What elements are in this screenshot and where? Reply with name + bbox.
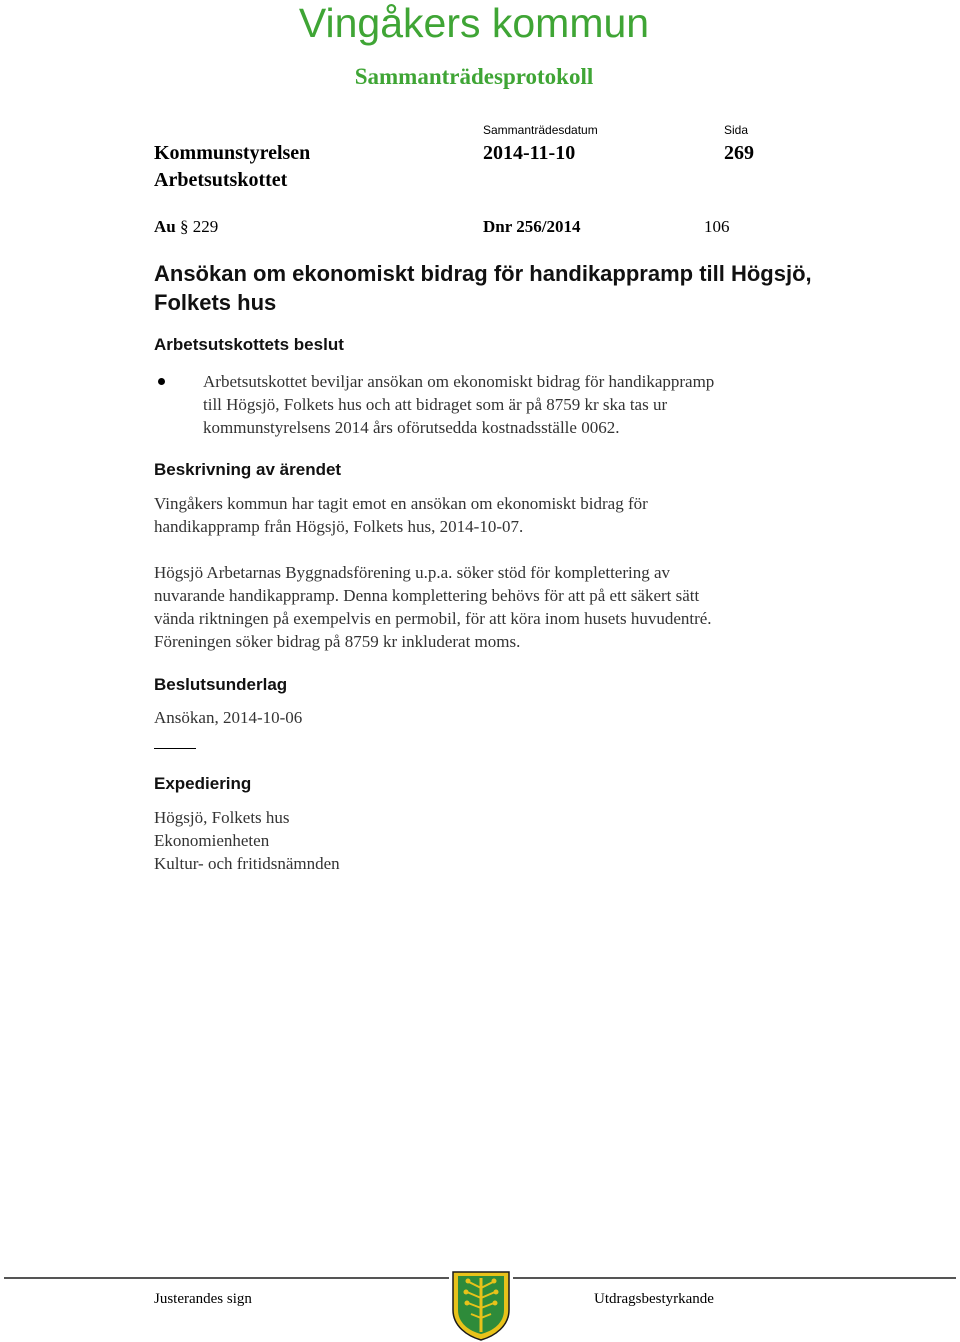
paragraph-prefix: Au: [154, 217, 176, 236]
signature-label: Justerandes sign: [154, 1291, 252, 1307]
paragraph-symbol: §: [179, 217, 189, 236]
registry-code: 106: [704, 217, 730, 236]
basis-heading: Beslutsunderlag: [154, 675, 288, 694]
body-name: Kommunstyrelsen: [154, 142, 311, 164]
paragraph-number: 229: [192, 217, 219, 236]
dispatch-item: Högsjö, Folkets hus: [154, 808, 290, 827]
basis-item: Ansökan, 2014-10-06: [154, 708, 303, 727]
organization-title: Vingåkers kommun: [298, 0, 650, 46]
decision-line: kommunstyrelsens 2014 års oförutsedda kostnadsställe 0062.: [203, 418, 620, 437]
bullet-icon: [158, 378, 165, 385]
coat-of-arms-icon: [449, 1266, 513, 1342]
case-title: Ansökan om ekonomiskt bidrag för handikappramp till Högsjö, Folkets hus: [154, 261, 812, 315]
dnr-number: Dnr 256/2014: [483, 217, 581, 236]
description-line: Föreningen söker bidrag på 8759 kr inkluderat moms.: [154, 632, 521, 651]
description-line: vända riktningen på exempelvis en permobil, för att köra inom husets huvudentré.: [154, 609, 712, 628]
dispatch-item: Ekonomienheten: [154, 831, 270, 850]
dispatch-item: Kultur- och fritidsnämnden: [154, 854, 340, 873]
decision-heading: Arbetsutskottets beslut: [154, 335, 344, 354]
dispatch-heading: Expediering: [154, 774, 252, 793]
committee-name: Arbetsutskottet: [154, 169, 288, 191]
description-line: nuvarande handikappramp. Denna komplettering behövs för att på ett säkert sätt: [154, 586, 700, 605]
document-type: Sammanträdesprotokoll: [354, 64, 594, 89]
separator-dash: [154, 748, 196, 749]
date-value: 2014-11-10: [483, 142, 576, 164]
description-line: Vingåkers kommun har tagit emot en ansökan om ekonomiskt bidrag för: [154, 494, 648, 513]
date-label: Sammanträdesdatum: [483, 123, 598, 137]
description-line: handikappramp från Högsjö, Folkets hus, 2014-10-07.: [154, 517, 524, 536]
decision-line: Arbetsutskottet beviljar ansökan om ekonomiskt bidrag för handikappramp: [203, 372, 715, 391]
description-heading: Beskrivning av ärendet: [154, 460, 342, 479]
description-line: Högsjö Arbetarnas Byggnadsförening u.p.a. söker stöd för komplettering av: [154, 563, 671, 582]
page-label: Sida: [724, 123, 749, 137]
decision-line: till Högsjö, Folkets hus och att bidraget som är på 8759 kr ska tas ur: [203, 395, 668, 414]
certification-label: Utdragsbestyrkande: [594, 1291, 714, 1307]
page-number: 269: [724, 142, 754, 164]
paragraph-reference: [154, 216, 218, 238]
